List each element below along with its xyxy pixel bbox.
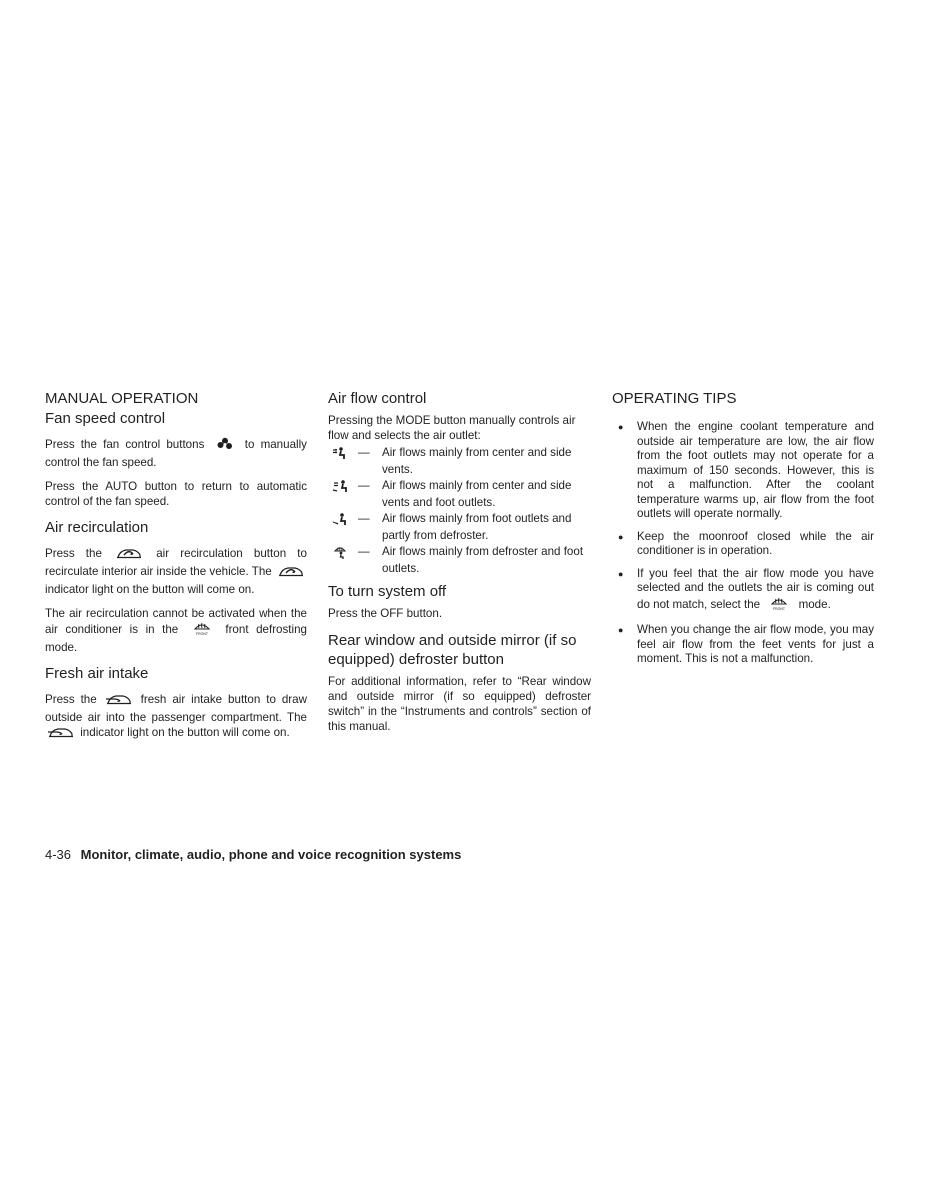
list-item (612, 530, 874, 559)
tip-text (637, 567, 874, 616)
mode-defrost-foot-text: Air flows mainly from defroster and foot outlets. (382, 545, 584, 575)
paragraph-airflow-intro: Pressing the MODE button manually controls air flow and selects the air outlet: (328, 414, 576, 442)
paragraph-fan-1 (45, 437, 307, 470)
text-recirc-1b: air recirculation button to recirculate interior air inside the vehicle. The (45, 547, 307, 578)
page-number: 4-36 (45, 847, 72, 862)
air-flow-mode-list (328, 445, 591, 577)
list-item (328, 511, 591, 544)
list-item (328, 544, 591, 577)
dash: — (358, 479, 370, 492)
bullet-icon: ● (618, 531, 624, 542)
text-recirc-1a: Press the (45, 547, 102, 560)
svg-text:FRONT: FRONT (195, 632, 208, 636)
list-item (328, 445, 591, 478)
text-fan-1a: Press the fan control buttons (45, 438, 205, 451)
heading-turn-off: To turn system off (328, 583, 447, 600)
paragraph-turn-off: Press the OFF button. (328, 607, 443, 620)
tips-list (612, 420, 874, 667)
paragraph-recirc-2 (45, 606, 307, 655)
text-recirc-2b: front defrosting mode. (45, 623, 307, 654)
tip-text: When you change the air flow mode, you may feel air flow from the feet vents for just a moment. This is not a malfunction. (637, 623, 874, 665)
page-footer (45, 847, 461, 862)
heading-air-recirculation: Air recirculation (45, 519, 149, 536)
mode-vent-text: Air flows mainly from center and side vents. (382, 446, 572, 476)
tip-text: When the engine coolant temperature and outside air temperature are low, the air flow from the foot outlets may not operate for a maximum of 150 seconds. However, this is not a malfunction. After the coolant temperature warms up, air flow from the foot outlets will operate normally. (637, 420, 874, 520)
column-left (45, 390, 307, 743)
bullet-icon: ● (618, 625, 624, 635)
defrost-foot-mode-icon (328, 544, 358, 560)
section-title-operating-tips: OPERATING TIPS (612, 390, 737, 407)
paragraph-rear-defroster: For additional information, refer to “Rear window and outside mirror (if so equipped) defroster switch” in the “Instruments and controls” section of this manual. (328, 675, 591, 733)
front-defrost-icon (766, 596, 792, 616)
paragraph-fan-2: Press the AUTO button to return to automatic control of the fan speed. (45, 480, 307, 508)
bullet-icon: ● (618, 568, 624, 579)
vent-mode-icon (328, 445, 358, 460)
footer-title: Monitor, climate, audio, phone and voice recognition systems (80, 847, 462, 862)
bilevel-mode-icon (328, 478, 358, 493)
dash: — (358, 545, 370, 558)
dash: — (358, 446, 370, 459)
text-fan-1b: to manually control the fan speed. (45, 438, 307, 469)
section-title-manual-operation: MANUAL OPERATION (45, 390, 199, 407)
mode-foot-text: Air flows mainly from foot outlets and partly from defroster. (382, 512, 572, 542)
list-item (328, 478, 591, 511)
text-fresh-1b: fresh air intake button to draw outside air into the passenger compartment. The (45, 693, 307, 724)
recirculation-indicator-icon (278, 565, 304, 582)
text-fresh-1c: indicator light on the button will come on. (80, 726, 290, 739)
fresh-air-icon (106, 693, 132, 710)
column-right (612, 390, 874, 675)
front-defrost-icon (189, 621, 215, 640)
heading-fan-speed: Fan speed control (45, 410, 166, 427)
heading-air-flow-control: Air flow control (328, 390, 427, 407)
list-item (612, 420, 874, 522)
text-fresh-1a: Press the (45, 693, 97, 706)
list-item (612, 623, 874, 667)
fan-icon (214, 437, 236, 455)
recirculation-icon (116, 547, 142, 564)
text-tip3a: If you feel that the air flow mode you have selected and the outlets the air is coming out do not match, select the (637, 566, 874, 611)
mode-bilevel-text: Air flows mainly from center and side vents and foot outlets. (382, 479, 572, 509)
list-item (612, 567, 874, 616)
column-middle (328, 390, 591, 734)
svg-text:FRONT: FRONT (773, 606, 786, 611)
foot-mode-icon (328, 511, 358, 526)
paragraph-recirc-1 (45, 546, 307, 597)
paragraph-fresh-1 (45, 692, 307, 743)
text-recirc-2a: The air recirculation cannot be activated when the air conditioner is in the (45, 607, 307, 636)
text-recirc-1c: indicator light on the button will come on. (45, 583, 255, 596)
tip-text: Keep the moonroof closed while the air conditioner is in operation. (637, 529, 874, 557)
text-tip3b: mode. (798, 597, 831, 611)
dash: — (358, 512, 370, 525)
heading-fresh-air-intake: Fresh air intake (45, 665, 149, 682)
bullet-icon: ● (618, 422, 624, 432)
heading-rear-defroster: Rear window and outside mirror (if so equipped) defroster button (328, 632, 577, 668)
fresh-air-indicator-icon (48, 726, 74, 743)
